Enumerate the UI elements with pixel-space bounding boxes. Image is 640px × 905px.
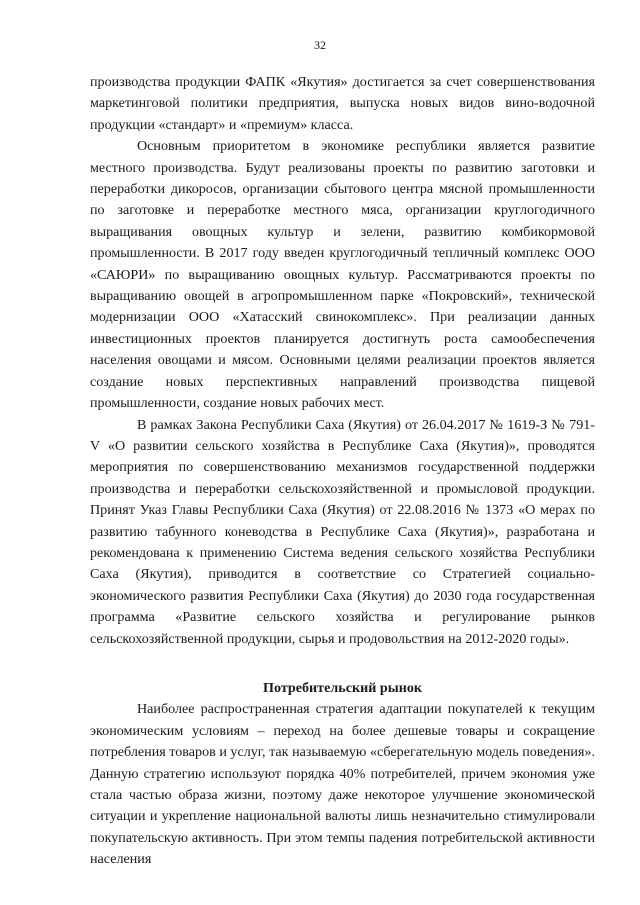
section-heading: Потребительский рынок: [263, 679, 422, 696]
page-number: 32: [314, 38, 326, 52]
document-body: [90, 72, 595, 871]
paragraph-local-production: Основным приоритетом в экономике республики является развитие местного производства. Будут реализованы проекты по развитию заготовки и переработки дикоросов, организации сбытового центра мясной промышленности по заготовке и переработке местного мяса, организации круглогодичного выращивания овощных культур и зелени, развитию комбикормовой промышленности. В 2017 году введен круглогодичный тепличный комплекс ООО «САЮРИ» по выращиванию овощных культур. Рассматриваются проекты по выращиванию овощей в агропромышленном парке «Покровский», технической модернизации ООО «Хатасский свинокомплекс». При реализации данных инвестиционных проектов планируется достигнуть роста самообеспечения населения овощами и мясом. Основными целями реализации проектов является создание новых перспективных направлений производства пищевой промышленности, создание новых рабочих мест.: [90, 138, 595, 412]
paragraph-consumer-market: Наиболее распространенная стратегия адаптации покупателей к текущим экономическим условиям – переход на более дешевые товары и сокращение потребления товаров и услуг, так называемую «сберегательную модель поведения». Данную стратегию используют порядка 40% потребителей, причем экономия уже стала частью образа жизни, поэтому даже некоторое улучшение экономической ситуации и укрепление национальной валюты лишь незначительно стимулировали покупательскую активность. При этом темпы падения потребительской активности населения: [90, 701, 595, 868]
paragraph-agriculture-law: В рамках Закона Республики Саха (Якутия) от 26.04.2017 № 1619-З № 791-V «О развитии сельского хозяйства в Республике Саха (Якутия)», проводятся мероприятия по совершенствованию механизмов государственной поддержки производства и переработки сельскохозяйственной и промысловой продукции. Принят Указ Главы Республики Саха (Якутия) от 22.08.2016 № 1373 «О мерах по развитию табунного коневодства в Республике Саха (Якутия)», разработана и рекомендована к применению Система ведения сельского хозяйства Республики Саха (Якутия), приводится в соответствие со Стратегией социально-экономического развития Республики Саха (Якутия) до 2030 года государственная программа «Развитие сельского хозяйства и регулирование рынков сельскохозяйственной продукции, сырья и продовольствия на 2012-2020 годы».: [90, 416, 595, 647]
paragraph-continuation: производства продукции ФАПК «Якутия» достигается за счет совершенствования маркетинговой политики предприятия, выпуска новых видов вино-водочной продукции «стандарт» и «премиум» класса.: [90, 74, 595, 133]
